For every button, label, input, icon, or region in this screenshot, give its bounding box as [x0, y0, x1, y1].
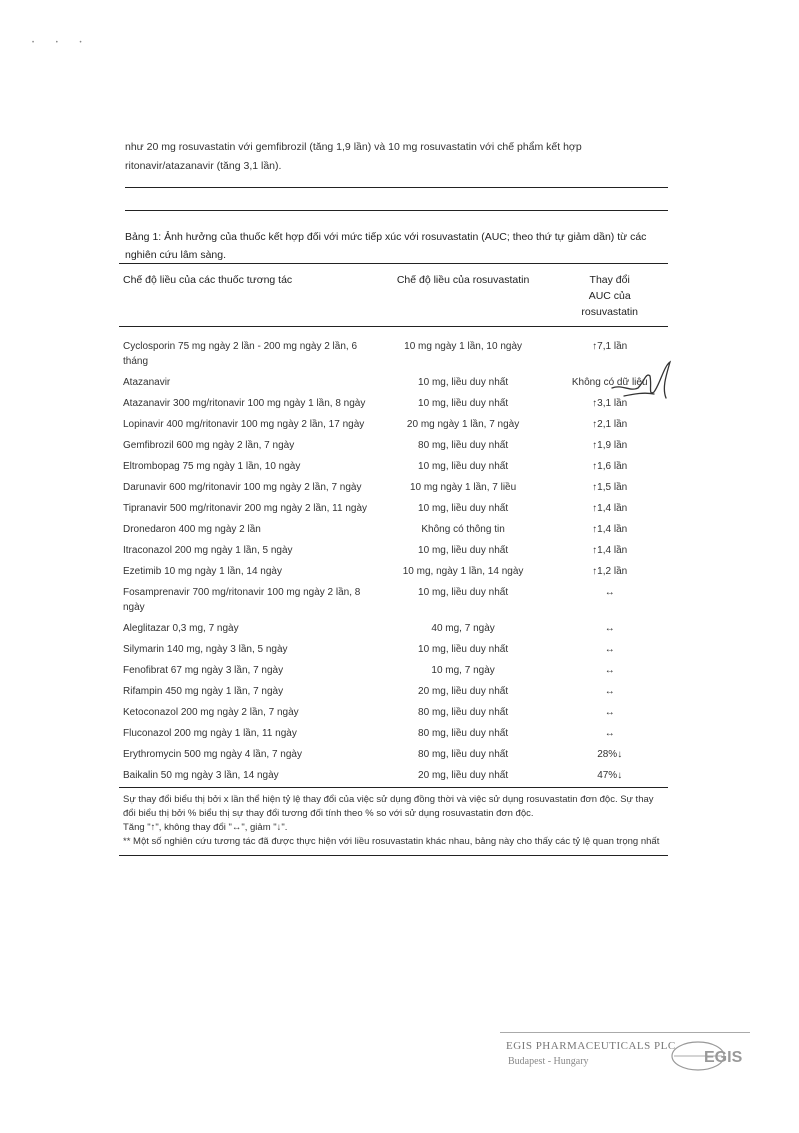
- table-row: [119, 477, 668, 498]
- cell-auc-change: ↔: [604, 665, 615, 676]
- table-row: [119, 372, 668, 393]
- cell-interacting-drug: Silymarin 140 mg, ngày 3 lần, 5 ngày: [123, 644, 288, 655]
- table-row: [119, 327, 668, 373]
- cell-interacting-drug: Darunavir 600 mg/ritonavir 100 mg ngày 2 lần, 7 ngày: [123, 482, 362, 493]
- footnote-3: ** Một số nghiên cứu tương tác đã được thực hiện với liều rosuvastatin khác nhau, bảng này cho thấy các tỷ lệ quan trọng nhất: [123, 836, 660, 847]
- cell-auc-change: ↑1,9 lần: [592, 440, 628, 451]
- cell-interacting-drug: Atazanavir: [123, 377, 171, 388]
- table-row: [119, 498, 668, 519]
- table-row: [119, 702, 668, 723]
- table-row: [119, 414, 668, 435]
- cell-rosuvastatin-dose: 10 mg, liều duy nhất: [418, 545, 509, 556]
- company-name: EGIS PHARMACEUTICALS PLC: [506, 1040, 676, 1052]
- table-row: [119, 582, 668, 618]
- cell-auc-change: ↑1,2 lần: [592, 566, 628, 577]
- cell-auc-change: ↑1,4 lần: [592, 503, 628, 514]
- table-row: [119, 456, 668, 477]
- table-row: [119, 723, 668, 744]
- cell-auc-change: ↔: [604, 587, 615, 598]
- cell-auc-change: 28%↓: [597, 749, 623, 760]
- cell-rosuvastatin-dose: 10 mg ngày 1 lần, 10 ngày: [404, 341, 523, 352]
- footnote-2: Tăng "↑", không thay đổi "↔", giảm "↓".: [123, 822, 288, 833]
- cell-rosuvastatin-dose: 20 mg, liều duy nhất: [418, 770, 509, 781]
- table-header-row: [119, 264, 668, 327]
- egis-logo-text: EGIS: [704, 1049, 743, 1066]
- cell-interacting-drug: Atazanavir 300 mg/ritonavir 100 mg ngày 1 lần, 8 ngày: [123, 398, 366, 409]
- cell-rosuvastatin-dose: 10 mg, liều duy nhất: [418, 398, 509, 409]
- cell-interacting-drug: Ezetimib 10 mg ngày 1 lần, 14 ngày: [123, 566, 282, 577]
- table-row: [119, 540, 668, 561]
- company-stamp: [500, 1032, 770, 1087]
- table-row: [119, 660, 668, 681]
- cell-rosuvastatin-dose: 10 mg, liều duy nhất: [418, 644, 509, 655]
- scan-specks: • • •: [32, 40, 92, 46]
- cell-rosuvastatin-dose: 40 mg, 7 ngày: [431, 623, 495, 634]
- cell-auc-change: ↑1,4 lần: [592, 524, 628, 535]
- section-rule-top: [125, 187, 668, 188]
- table-row: [119, 744, 668, 765]
- table-row: [119, 618, 668, 639]
- header-auc-change: Thay đổi AUC của rosuvastatin: [551, 264, 668, 327]
- cell-rosuvastatin-dose: 10 mg ngày 1 lần, 7 liều: [409, 482, 517, 493]
- cell-interacting-drug: Itraconazol 200 mg ngày 1 lần, 5 ngày: [123, 545, 293, 556]
- table-row: [119, 561, 668, 582]
- cell-rosuvastatin-dose: 80 mg, liều duy nhất: [418, 728, 509, 739]
- header-interacting-drug: Chế độ liều của các thuốc tương tác: [119, 264, 375, 327]
- cell-interacting-drug: Fluconazol 200 mg ngày 1 lần, 11 ngày: [123, 728, 297, 739]
- table-row: [119, 639, 668, 660]
- cell-rosuvastatin-dose: 10 mg, liều duy nhất: [418, 377, 509, 388]
- cell-rosuvastatin-dose: 10 mg, liều duy nhất: [418, 503, 509, 514]
- cell-interacting-drug: Ketoconazol 200 mg ngày 2 lần, 7 ngày: [123, 707, 299, 718]
- cell-interacting-drug: Rifampin 450 mg ngày 1 lần, 7 ngày: [123, 686, 284, 697]
- cell-interacting-drug: Cyclosporin 75 mg ngày 2 lần - 200 mg ngày 2 lần, 6 tháng: [123, 341, 358, 367]
- cell-interacting-drug: Eltrombopag 75 mg ngày 1 lần, 10 ngày: [123, 461, 301, 472]
- cell-rosuvastatin-dose: Không có thông tin: [421, 524, 505, 535]
- interaction-table: [119, 263, 668, 856]
- cell-auc-change: ↔: [604, 728, 615, 739]
- table-row: [119, 435, 668, 456]
- cell-interacting-drug: Dronedaron 400 mg ngày 2 lần: [123, 524, 261, 535]
- cell-rosuvastatin-dose: 80 mg, liều duy nhất: [418, 707, 509, 718]
- cell-auc-change: ↔: [604, 644, 615, 655]
- cell-interacting-drug: Gemfibrozil 600 mg ngày 2 lần, 7 ngày: [123, 440, 295, 451]
- handwritten-signature: [610, 358, 680, 408]
- table-row: [119, 765, 668, 787]
- cell-rosuvastatin-dose: 80 mg, liều duy nhất: [418, 440, 509, 451]
- cell-auc-change: ↑1,4 lần: [592, 545, 628, 556]
- cell-rosuvastatin-dose: 80 mg, liều duy nhất: [418, 749, 509, 760]
- table-row: [119, 519, 668, 540]
- cell-auc-change: ↑1,5 lần: [592, 482, 628, 493]
- cell-interacting-drug: Aleglitazar 0,3 mg, 7 ngày: [123, 623, 239, 634]
- cell-auc-change: ↔: [604, 707, 615, 718]
- table-row: [119, 681, 668, 702]
- cell-interacting-drug: Fosamprenavir 700 mg/ritonavir 100 mg ngày 2 lần, 8 ngày: [123, 587, 361, 613]
- company-city: Budapest - Hungary: [508, 1056, 589, 1067]
- cell-interacting-drug: Erythromycin 500 mg ngày 4 lần, 7 ngày: [123, 749, 302, 760]
- cell-auc-change: ↑3,1 lần: [592, 398, 628, 409]
- cell-rosuvastatin-dose: 20 mg, liều duy nhất: [418, 686, 509, 697]
- footnote-1: Sự thay đổi biểu thị bởi x lần thể hiện tỷ lệ thay đổi của việc sử dụng đồng thời và việc sử dụng rosuvastatin đơn độc. Sự thay đổi biểu thị bởi % biểu thị sự thay đổi tương đối tính theo % so với sử dụng rosuvastatin đơn độc.: [123, 794, 654, 819]
- cell-auc-change: ↑1,6 lần: [592, 461, 628, 472]
- cell-auc-change: 47%↓: [597, 770, 623, 781]
- stamp-rule: [500, 1032, 750, 1033]
- cell-rosuvastatin-dose: 10 mg, liều duy nhất: [418, 461, 509, 472]
- cell-interacting-drug: Baikalin 50 mg ngày 3 lần, 14 ngày: [123, 770, 279, 781]
- cell-auc-change: Không có dữ liệu: [571, 377, 648, 388]
- cell-rosuvastatin-dose: 10 mg, ngày 1 lần, 14 ngày: [402, 566, 524, 577]
- cell-interacting-drug: Tipranavir 500 mg/ritonavir 200 mg ngày 2 lần, 11 ngày: [123, 503, 368, 514]
- cell-interacting-drug: Lopinavir 400 mg/ritonavir 100 mg ngày 2 lần, 17 ngày: [123, 419, 365, 430]
- table-row: [119, 393, 668, 414]
- cell-auc-change: ↑7,1 lần: [592, 341, 628, 352]
- cell-rosuvastatin-dose: 10 mg, liều duy nhất: [418, 587, 509, 598]
- egis-logo: [668, 1038, 768, 1074]
- cell-auc-change: ↑2,1 lần: [592, 419, 628, 430]
- cell-auc-change: ↔: [604, 623, 615, 634]
- cell-rosuvastatin-dose: 20 mg ngày 1 lần, 7 ngày: [406, 419, 520, 430]
- cell-auc-change: ↔: [604, 686, 615, 697]
- table-footnotes: [119, 787, 668, 856]
- table-caption: Bảng 1: Ảnh hưởng của thuốc kết hợp đối với mức tiếp xúc với rosuvastatin (AUC; theo thứ tự giảm dần) từ các nghiên cứu lâm sàng.: [125, 231, 647, 261]
- header-rosuvastatin-dose: Chế độ liều của rosuvastatin: [375, 264, 552, 327]
- section-rule-bottom: [125, 210, 668, 211]
- cell-interacting-drug: Fenofibrat 67 mg ngày 3 lần, 7 ngày: [123, 665, 284, 676]
- cell-rosuvastatin-dose: 10 mg, 7 ngày: [431, 665, 495, 676]
- table-body: [119, 327, 668, 788]
- intro-paragraph: như 20 mg rosuvastatin với gemfibrozil (tăng 1,9 lần) và 10 mg rosuvastatin với chế phẩm kết hợp ritonavir/atazanavir (tăng 3,1 lần).: [125, 141, 582, 172]
